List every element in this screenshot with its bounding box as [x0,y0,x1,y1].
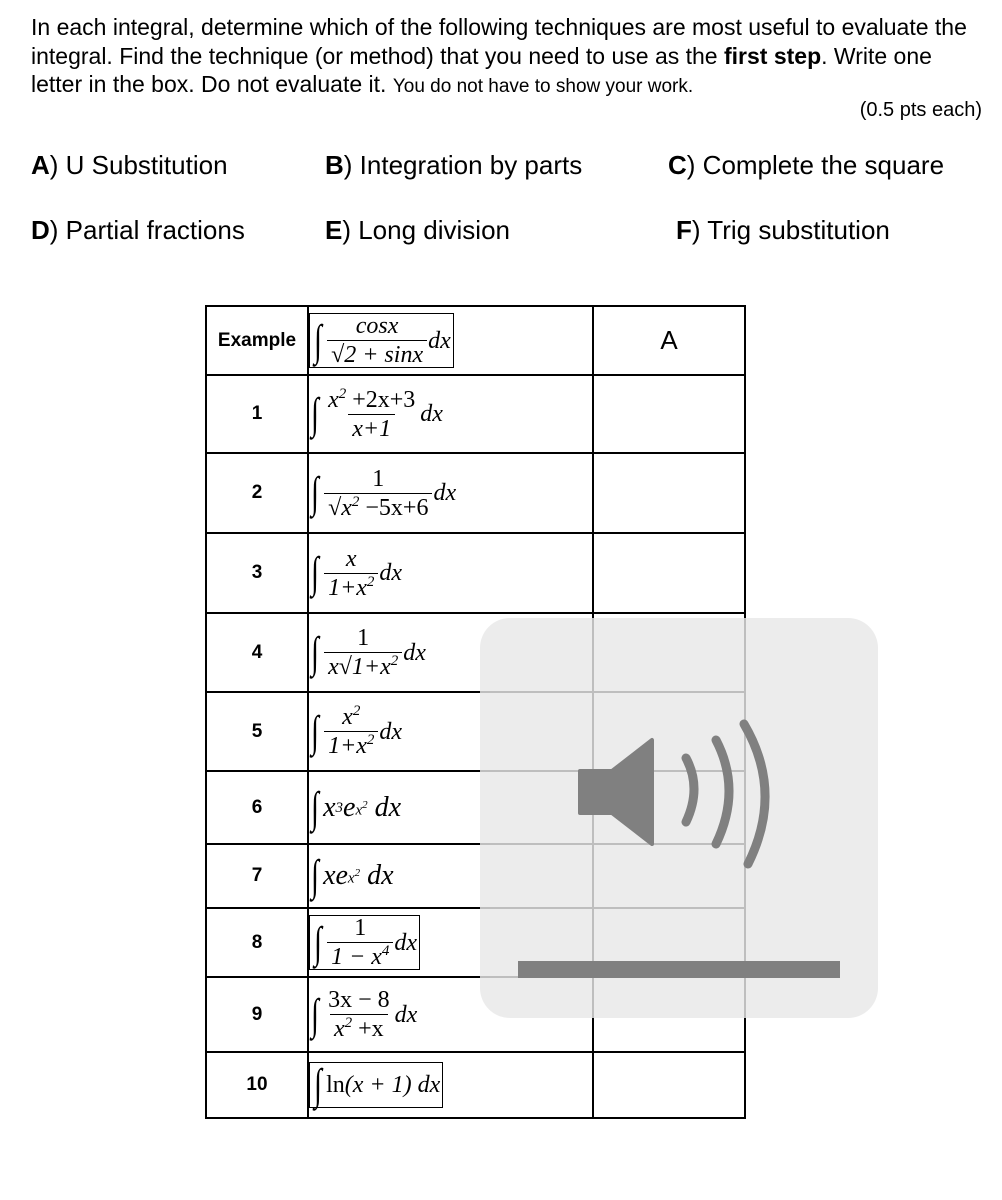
row-number: 1 [206,375,308,453]
answer-box[interactable] [593,375,745,453]
speaker-volume-icon [480,618,878,1018]
integral-9: ∫ $\frac{3x - 8}{x^2 +x}$ dx [311,987,418,1042]
row-number: 5 [206,692,308,771]
integral-7: ∫ xe $x^2$ dx [311,851,394,900]
integral-cell [308,306,593,375]
option-a: A) U Substitution [31,150,228,180]
integral-6: ∫ x 3 e $x^2$ dx [311,782,402,832]
integral-example: ∫ $\frac{\cos x}{√2 + \sin x}$ dx [309,313,454,368]
answer-box[interactable] [593,453,745,533]
instructions-step: step [773,42,822,69]
row-number: Example [206,306,308,375]
integral-2: ∫ $\frac{1}{√x^2 -5x+6}$ dx [311,465,457,521]
option-d: D) Partial fractions [31,215,245,245]
integral-cell [308,453,593,533]
row-number: 3 [206,533,308,613]
integral-4: ∫ $\frac{1}{x√1+x^2}$ dx [311,625,426,680]
row-number: 6 [206,771,308,844]
table-row [206,375,745,453]
integral-cell [308,533,593,613]
answer-box[interactable]: A [593,306,745,375]
row-number: 7 [206,844,308,908]
integral-1: ∫ $\frac{x^2 +2x+3}{x+1}$ dx [311,385,443,442]
instructions-note: You do not have to show your work. [392,76,694,97]
table-row [206,1052,745,1118]
table-row [206,306,745,375]
volume-overlay [480,618,878,1018]
answer-box[interactable] [593,533,745,613]
answer-box[interactable] [593,1052,745,1118]
table-row [206,533,745,613]
option-f: F) Trig substitution [676,215,890,245]
integral-10: ∫ ln (x + 1) dx [309,1062,443,1108]
points-note: (0.5 pts each) [859,99,982,121]
instructions-text: In each integral, determine which of the following techniques are most useful to evaluate the integral. Find the technique (or method) that you need to use as the [31,14,967,69]
row-number: 8 [206,908,308,977]
integral-5: ∫ $\frac{x^2}{1+x^2}$ dx [311,703,403,759]
option-e: E) Long division [325,215,510,245]
integral-cell [308,1052,593,1118]
row-number: 9 [206,977,308,1052]
integral-cell [308,375,593,453]
option-c: C) Complete the square [668,150,945,180]
option-b: B) Integration by parts [325,150,583,180]
instructions-text-2: . Write one letter in the box. Do not evaluate it. [31,42,932,97]
integral-3: ∫ $\frac{x}{1+x^2}$ dx [311,545,403,601]
integral-8: ∫ $\frac{1}{1 - x^4}$ dx [309,915,420,970]
row-number: 10 [206,1052,308,1118]
row-number: 2 [206,453,308,533]
instructions [31,13,986,102]
table-row [206,453,745,533]
row-number: 4 [206,613,308,692]
volume-level-bar [518,961,840,978]
instructions-first: first [724,42,768,69]
